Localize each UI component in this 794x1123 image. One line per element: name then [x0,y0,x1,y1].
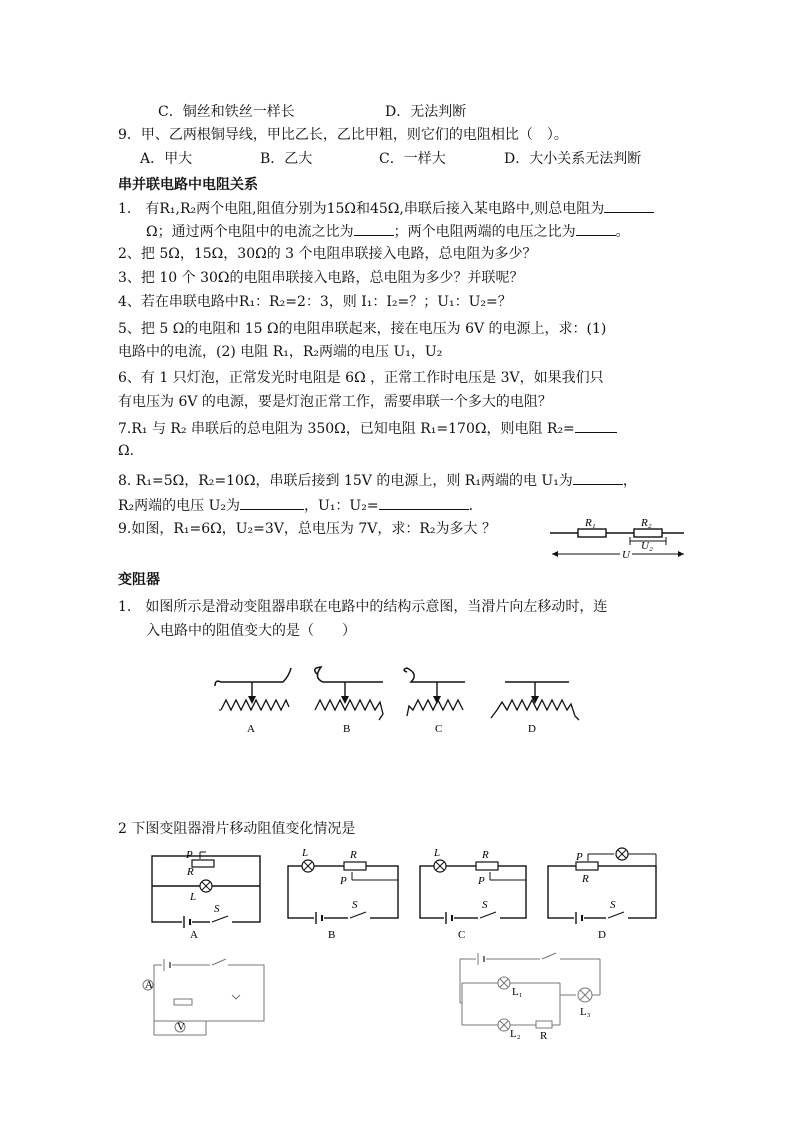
label-l: L [190,891,197,903]
label-p: P [478,875,485,887]
rheostat-label-b: B [343,723,351,735]
rh-q2: 2 下图变阻器滑片移动阻值变化情况是 [118,821,356,837]
r2-resistor [634,529,662,537]
q9-option-a: A．甲大 [140,151,193,167]
sp-q7-line1 [118,418,617,438]
label-p: P [186,849,193,861]
label-p: P [576,851,583,863]
section-heading-series-parallel: 串并联电路中电阻关系 [118,177,258,193]
label-l: L [434,847,441,859]
r1-resistor [578,529,606,537]
rheostat-c [404,668,465,735]
rheostat-options-figure [205,662,595,742]
q9-option-d: D．大小关系无法判断 [504,151,642,167]
option-d: D．无法判断 [385,104,467,120]
sp-q6-line2: 有电压为 6V 的电源，要是灯泡正常工作，需要串联一个多大的电阻？ [118,394,552,410]
u2-label: U₂ [641,540,653,552]
answer-blank[interactable] [604,198,654,213]
circuit-diagrams-row [148,842,668,941]
meter-circuit-figure [140,955,270,1045]
sp-q8-text-b: ，U₁：U₂= [304,498,379,514]
sp-q1-text-a: Ω；通过两个电阻中的电流之比为 [146,224,354,240]
l1-label: L₁ [512,986,523,998]
label-s: S [214,903,220,915]
sp-q2: 2、把 5Ω，15Ω，30Ω的 3 个电阻串联接入电路，总电阻为多少？ [118,246,537,262]
label-s: S [610,899,616,911]
option-c: C．铜丝和铁丝一样长 [158,104,295,120]
rheostat-a [215,668,291,735]
answer-blank[interactable] [573,470,623,485]
sp-q8-text-a: R₂两端的电压 U₂为 [118,498,241,514]
u-label: U [622,549,630,561]
r1-label: R₁ [585,517,596,529]
sp-q1-text-c: 。 [615,224,630,240]
l2-label: L₂ [510,1028,521,1040]
sp-q5-line2: 电路中的电流，(2) 电阻 R₁，R₂两端的电压 U₁，U₂ [118,344,443,360]
sp-q1-text-b: ；两个电阻两端的电压之比为 [393,224,576,240]
circuit-a [152,849,260,941]
q9-option-c: C．一样大 [379,151,446,167]
label-s: S [352,899,358,911]
three-lamp-circuit-figure [440,945,620,1045]
sp-q8-text-c: . [468,498,474,514]
rheostat-d [491,682,579,735]
label-p: P [340,875,347,887]
circuit-label-a: A [190,929,198,941]
sp-q3: 3、把 10 个 30Ω的电阻串联接入电路，总电阻为多少？并联呢？ [118,270,524,286]
sp-q4: 4、若在串联电路中R₁：R₂=2：3，则 I₁：I₂=？；U₁：U₂=？ [118,294,512,310]
circuit-label-b: B [328,929,336,941]
answer-blank[interactable] [379,495,469,510]
rheostat-label-a: A [247,723,255,735]
label-r: R [582,873,589,885]
sp-q8-line2 [118,495,473,515]
circuit-d [548,848,656,941]
sp-q8-line1: 8. R₁=5Ω，R₂=10Ω，串联后接到 15V 的电源上，则 R₁两端的电 U₁为 ， [118,470,637,490]
sp-q1-line2 [146,221,630,241]
label-r: R [482,849,489,861]
ammeter-label: A [145,979,153,991]
answer-blank[interactable] [354,221,394,236]
circuit-label-c: C [458,929,466,941]
series-resistor-figure [548,516,688,564]
label-r: R [187,866,194,878]
sp-q8-text: 8. R₁=5Ω，R₂=10Ω，串联后接到 15V 的电源上，则 R₁两端的电 U₁为 [118,473,573,489]
sp-q9: 9.如图，R₁=6Ω，U₂=3V，总电压为 7V，求：R₂为多大 ？ [118,521,496,537]
sp-q6-line1: 6、有 1 只灯泡，正常发光时电阻是 6Ω ，正常工作时电压是 3V，如果我们只 [118,370,604,386]
circuit-c [420,847,526,941]
sp-q1-line1 [118,198,654,218]
rh-q1-line2: 入电路中的阻值变大的是（ ） [146,623,356,639]
rheostat-b [315,667,383,735]
circuit-label-d: D [598,929,606,941]
section-heading-rheostat: 变阻器 [118,572,160,588]
sp-q5-line1: 5、把 5 Ω的电阻和 15 Ω的电阻串联起来，接在电压为 6V 的电源上，求：(1) [118,321,607,337]
circuit-b [288,847,398,941]
rheostat-label-d: D [528,723,536,735]
sp-q7-line2: Ω. [118,443,135,459]
rh-q1-line1: 1. 如图所示是滑动变阻器串联在电路中的结构示意图，当滑片向左移动时，连 [118,599,608,615]
sp-q1-text: 1. 有R₁,R₂两个电阻,阻值分别为15Ω和45Ω,串联后接入某电路中,则总电阻为 [118,201,605,217]
voltmeter-label: V [177,1021,185,1033]
label-r: R [350,849,357,861]
question-9-stem: 9．甲、乙两根铜导线，甲比乙长，乙比甲粗，则它们的电阻相比（ ）。 [118,127,568,143]
label-s: S [482,899,488,911]
answer-blank[interactable] [575,418,617,433]
answer-blank[interactable] [576,221,616,236]
r2-label: R₂ [641,517,652,529]
r-label: R [540,1030,548,1042]
rheostat-label-c: C [435,723,443,735]
answer-blank[interactable] [240,495,304,510]
sp-q7-text: 7.R₁ 与 R₂ 串联后的总电阻为 350Ω，已知电阻 R₁=170Ω，则电阻 R₂= [118,421,575,437]
l3-label: L₃ [580,1006,591,1018]
q9-option-b: B．乙大 [260,151,313,167]
label-l: L [302,847,309,859]
